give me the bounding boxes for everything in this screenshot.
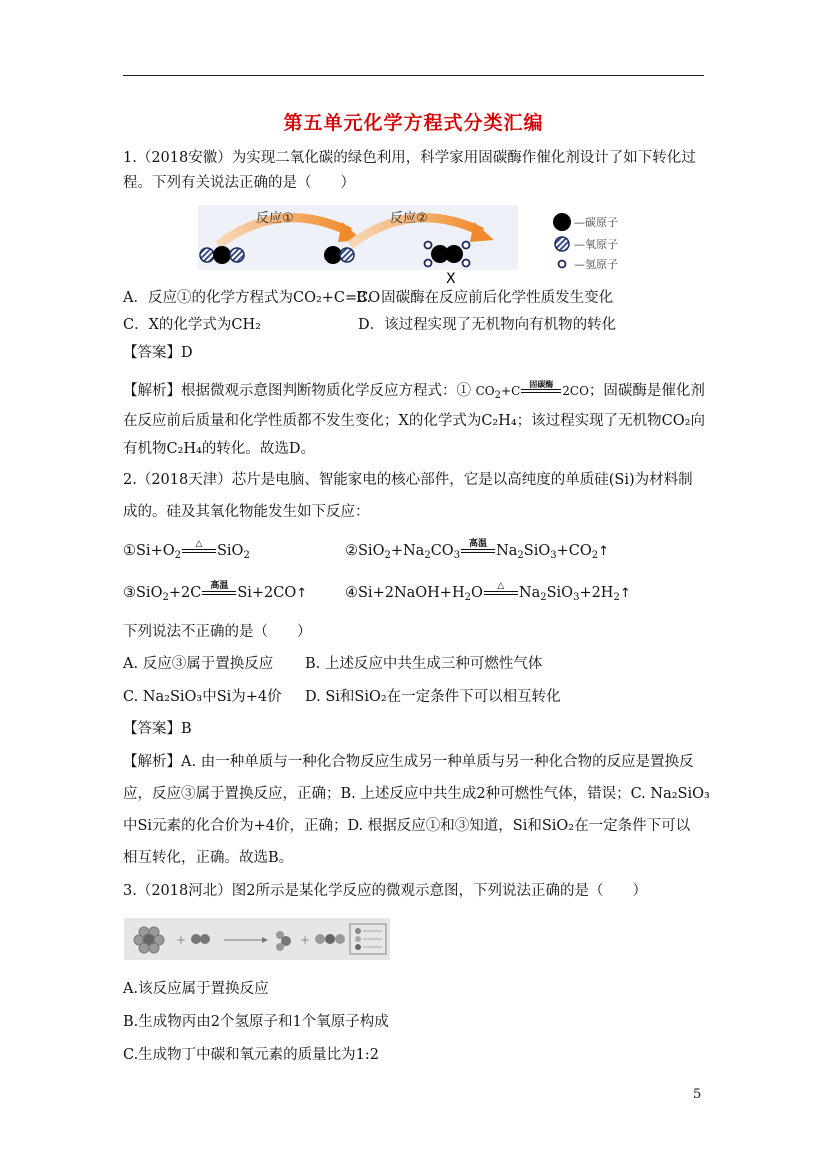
q2-analysis-line4: 相互转化，正确。故选B。 [123,850,294,866]
svg-text:+: + [300,933,311,947]
q3-option-a: A.该反应属于置换反应 [123,981,269,997]
q2-option-a: A. 反应③属于置换反应 [123,656,274,672]
q3-option-b: B.生成物丙由2个氢原子和1个氧原子构成 [123,1014,389,1030]
q1-analysis-tail: ；固碳酶是催化剂 [588,383,705,399]
legend-carbon: —碳原子 [574,216,618,229]
q1-stem-line2: 程。下列有关说法正确的是（ ） [123,175,355,191]
q2-analysis-line2: 应，反应③属于置换反应，正确；B. 上述反应中共生成2种可燃性气体，错误；C. Na₂SiO₃ [123,786,710,802]
page-number: 5 [693,1087,702,1102]
q2-option-c: C. Na₂SiO₃中Si为+4价 [123,689,282,705]
page-title: 第五单元化学方程式分类汇编 [283,112,544,134]
q2-answer: 【答案】B [123,721,192,737]
x-label: X [446,271,456,287]
catalyst-condition: 固碳酶 [529,379,554,389]
q1-analysis-line2: 在反应前后质量和化学性质都不发生变化；X的化学式为C₂H₄；该过程实现了无机物CO₂向 [123,413,705,429]
q2-analysis-line1: 【解析】A. 由一种单质与一种化合物反应生成另一种单质与另一种化合物的反应是置换反 [123,754,694,770]
q1-option-b: B．固碳酶在反应前后化学性质发生变化 [356,290,614,306]
q1-option-a [123,287,380,309]
q3-option-c: C.生成物丁中碳和氧元素的质量比为1:2 [123,1047,380,1063]
q3-stem: 3.（2018河北）图2所示是某化学反应的微观示意图，下列说法正确的是（ ） [123,883,647,899]
q1-option-d: D．该过程实现了无机物向有机物的转化 [358,317,617,333]
q2-equation-4: $④Si+2NaOH+H_2O$ △ $Na_2SiO_3+2H_2↑$ [345,582,631,605]
high-temp-label: 高温 [469,539,488,549]
q2-equation-3: ③SiO$_2$+2C 高温 Si+2CO↑ [123,582,307,605]
q2-stem-line1: 2.（2018天津）芯片是电脑、智能家电的核心部件，它是以高纯度的单质硅(Si)为材料制 [123,472,693,488]
heat-symbol: △ [195,539,203,549]
reaction2-label: 反应② [390,211,428,226]
heat-symbol-2: △ [497,581,505,591]
q1-answer: 【答案】D [123,345,193,361]
q2-option-b: B. 上述反应中共生成三种可燃性气体 [305,656,543,672]
atom-legend [553,213,618,271]
q1-stem-line1: 1.（2018安徽）为实现二氧化碳的绿色利用，科学家用固碳酶作催化剂设计了如下转化过 [123,150,696,166]
co-molecule [324,246,354,264]
q2-analysis-line3: 中Si元素的化合价为+4价，正确；D. 根据反应①和③知道，Si和SiO₂在一定条件下可以 [123,818,691,834]
q2-option-d: D. Si和SiO₂在一定条件下可以相互转化 [305,689,561,705]
q1-analysis-intro: 【解析】根据微观示意图判断物质化学反应方程式：① [123,383,471,399]
q2-question: 下列说法不正确的是（ ） [123,624,312,640]
reaction1-label: 反应① [256,211,294,226]
q1-reaction-figure [190,200,650,288]
svg-text:+: + [176,933,187,947]
q3-reaction-figure [124,918,390,960]
q1-option-c: C．X的化学式为CH₂ [123,317,261,333]
q2-stem-line2: 成的。硅及其氧化物能发生如下反应： [123,504,370,520]
high-temp-label-2: 高温 [210,581,229,591]
q2-equation-2: $②SiO_2+Na_2CO_3$ 高温 $Na_2SiO_3+CO_2↑$ [345,540,609,563]
co2-molecule [200,246,244,264]
header-rule [123,75,704,76]
q1-analysis-line3: 有机物C₂H₄的转化。故选D。 [123,441,315,457]
q1-option-a-text: A．反应①的化学方程式为CO₂+C=CO [123,290,381,306]
q1-analysis-line1: 【解析】根据微观示意图判断物质化学反应方程式：① $CO_2+C$ 固碳酶 2CO；固碳酶是催化剂 [123,380,705,402]
q2-equation-1: $①Si+O_2$ △ SiO$_2$ [123,540,250,562]
legend-oxygen: —氧原子 [574,238,618,251]
legend-hydrogen: —氢原子 [574,258,618,271]
